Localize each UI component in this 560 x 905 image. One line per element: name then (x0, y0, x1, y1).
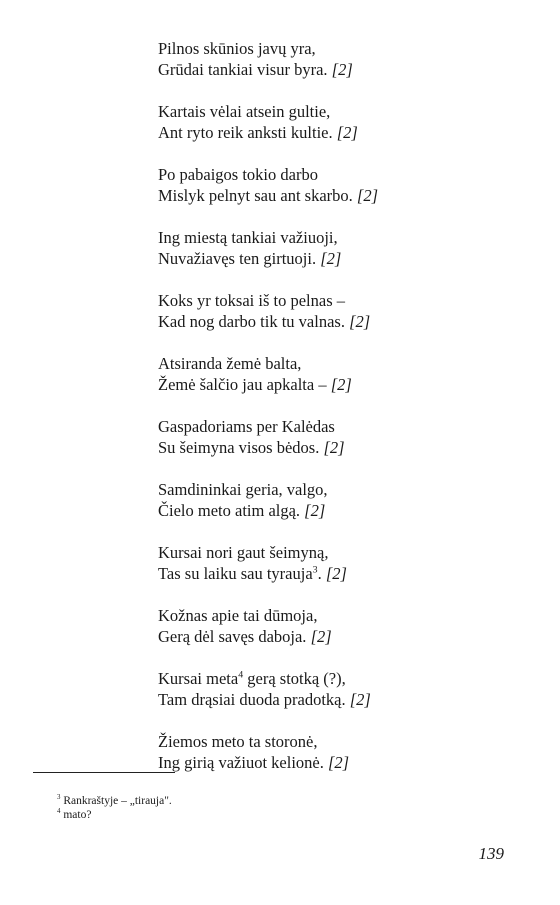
verse-line (158, 38, 518, 59)
footnotes (57, 794, 172, 822)
repeat-mark: [2] (330, 375, 352, 394)
stanza (158, 668, 518, 710)
footnote-marker: 3 (312, 564, 318, 576)
verse-text: Grūdai tankiai visur byra. (158, 60, 328, 79)
verse-line (158, 563, 518, 584)
footnote-marker: 4 (238, 669, 244, 681)
page-number: 139 (478, 844, 504, 863)
verse-line (158, 668, 518, 689)
footnote-text: mato? (63, 809, 92, 821)
verse-text: Koks yr toksai iš to pelnas – (158, 291, 345, 310)
verse-line (158, 605, 518, 626)
verse-text: Kursai meta (158, 669, 239, 688)
footnote-number: 3 (57, 794, 61, 802)
verse-text: Gerą dėl savęs daboja. (158, 627, 307, 646)
footnote-divider (33, 772, 175, 773)
repeat-mark: [2] (304, 501, 326, 520)
stanza (158, 731, 518, 773)
stanza (158, 353, 518, 395)
verse-line (158, 752, 518, 773)
verse-line (158, 731, 518, 752)
verse-text: Tas su laiku sau tyrauja (158, 564, 313, 583)
stanza (158, 605, 518, 647)
repeat-mark: [2] (356, 186, 378, 205)
repeat-mark: [2] (323, 438, 345, 457)
verse-text: Ing girią važiuot kelionė. (158, 753, 324, 772)
repeat-mark: [2] (310, 627, 332, 646)
footnote (57, 794, 172, 808)
verse-text: Kad nog darbo tik tu valnas. (158, 312, 345, 331)
verse-line (158, 227, 518, 248)
verse-text: Čielo meto atim algą. (158, 501, 301, 520)
verse-line (158, 185, 518, 206)
verse-text: Gaspadoriams per Kalėdas (158, 417, 335, 436)
verse-text: Ant ryto reik anksti kultie. (158, 123, 333, 142)
stanza (158, 101, 518, 143)
repeat-mark: [2] (349, 312, 371, 331)
verse-text: Po pabaigos tokio darbo (158, 165, 318, 184)
verse-text: Nuvažiavęs ten girtuoji. (158, 249, 317, 268)
verse-line (158, 479, 518, 500)
stanza (158, 542, 518, 584)
footnote (57, 808, 172, 822)
verse-text-continued: . (317, 564, 322, 583)
verse-line (158, 416, 518, 437)
verse-text: Atsiranda žemė balta, (158, 354, 302, 373)
verse-text: Pilnos skūnios javų yra, (158, 39, 316, 58)
stanza (158, 38, 518, 80)
repeat-mark: [2] (336, 123, 358, 142)
verse-line (158, 374, 518, 395)
verse-text: Kartais vėlai atsein gultie, (158, 102, 331, 121)
repeat-mark: [2] (325, 564, 347, 583)
verse-text: Žiemos meto ta storonė, (158, 732, 318, 751)
stanza (158, 227, 518, 269)
verse-text: Mislyk pelnyt sau ant skarbo. (158, 186, 353, 205)
footnote-number: 4 (57, 808, 61, 816)
verse-text: Su šeimyna visos bėdos. (158, 438, 320, 457)
verse-text: Kožnas apie tai dūmoja, (158, 606, 318, 625)
stanza (158, 164, 518, 206)
verse-text-continued: gerą stotką (?), (243, 669, 346, 688)
verse-line (158, 437, 518, 458)
verse-line (158, 500, 518, 521)
stanza (158, 416, 518, 458)
verse-text: Tam drąsiai duoda pradotką. (158, 690, 346, 709)
poem (158, 38, 518, 794)
verse-line (158, 626, 518, 647)
verse-text: Žemė šalčio jau apkalta – (158, 375, 327, 394)
repeat-mark: [2] (331, 60, 353, 79)
verse-line (158, 542, 518, 563)
verse-line (158, 122, 518, 143)
verse-text: Samdininkai geria, valgo, (158, 480, 328, 499)
verse-line (158, 311, 518, 332)
verse-line (158, 248, 518, 269)
verse-line (158, 101, 518, 122)
stanza (158, 479, 518, 521)
verse-line (158, 353, 518, 374)
verse-line (158, 164, 518, 185)
stanza (158, 290, 518, 332)
verse-line (158, 59, 518, 80)
verse-text: Ing miestą tankiai važiuoji, (158, 228, 338, 247)
repeat-mark: [2] (349, 690, 371, 709)
verse-line (158, 689, 518, 710)
verse-text: Kursai nori gaut šeimyną, (158, 543, 329, 562)
repeat-mark: [2] (328, 753, 350, 772)
footnote-text: Rankraštyje – „tirauja". (63, 795, 172, 807)
verse-line (158, 290, 518, 311)
repeat-mark: [2] (320, 249, 342, 268)
